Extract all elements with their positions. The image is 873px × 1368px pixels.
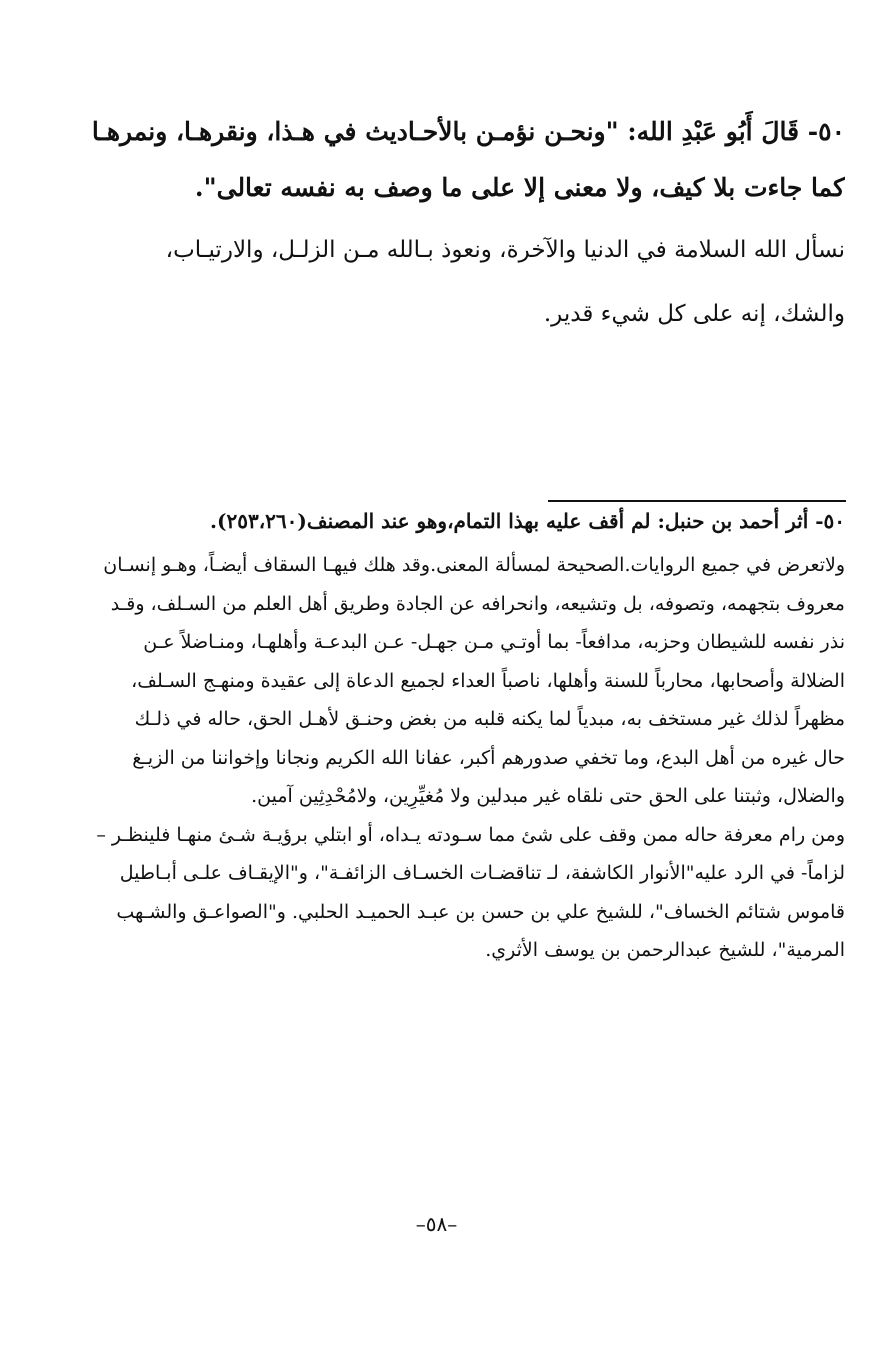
main-supplication-line: والشك، إنه على كل شيء قدير. — [543, 301, 845, 327]
page-number: –٥٨– — [415, 1212, 458, 1236]
footnote-line: قاموس شتائم الخساف"، للشيخ علي بن حسن بن عبـد الحميـد الحلبي. و"الصواعـق والشـهب — [116, 900, 845, 923]
footnote — [0, 496, 845, 970]
footnote-line: لزاماً- في الرد عليه"الأنوار الكاشفة، لـ تناقضـات الخسـاف الزائفـة"، و"الإيقـاف علـى أبـاطيل — [119, 862, 845, 884]
footnote-line: ومن رام معرفة حاله ممن وقف على شئ مما سـودته يـداه، أو ابتلي برؤيـة شـئ منهـا فلينظـر – — [96, 823, 845, 846]
footnote-line: والضلال، وثبتنا على الحق حتى نلقاه غير مبدلين ولا مُغيِّرِين، ولامُحْدِثِين آمين. — [251, 785, 845, 807]
footnote-line: نذر نفسه للشيطان وحزبه، مدافعاً- بما أوتـي مـن جهـل- عـن البدعـة وأهلهـا، ومنـاضلاً عـن — [143, 631, 845, 653]
footnote-line: ولاتعرض في جميع الروايات.الصحيحة لمسألة المعنى.وقد هلك فيهـا السقاف أيضـاً، وهـو إنسـان — [103, 554, 845, 576]
footnote-line: المرمية"، للشيخ عبدالرحمن بن يوسف الأثري. — [485, 939, 845, 961]
main-supplication-line: نسأل الله السلامة في الدنيا والآخرة، ونعوذ بـالله مـن الزلـل، والارتيـاب، — [165, 237, 845, 263]
footnote-heading: ٥٠- أثر أحمد بن حنبل: لم أقف عليه بهذا التمام،وهو عند المصنف(٢٥٣،٢٦٠). — [210, 509, 845, 533]
footnote-line: حال غيره من أهل البدع، وما تخفي صدورهم أكبر، عفانا الله الكريم ونجانا وإخواننا من الزيـغ — [132, 746, 845, 769]
footnote-line: مظهراً لذلك غير مستخف به، مبدياً لما يكنه قلبه من بغض وحنـق لأهـل الحق، حاله في ذلـك — [134, 708, 845, 730]
footnote-line: الضلالة وأصحابها، محارباً للسنة وأهلها، ناصباً العداء لجميع الدعاة إلى عقيدة ومنهـج السـلف، — [131, 669, 845, 692]
main-text — [65, 104, 845, 344]
footnote-line: معروف بتجهمه، وتصوفه، بل وتشيعه، وانحرافه عن الجادة وطريق أهل العلم من السـلف، وقـد — [110, 592, 845, 615]
main-quote-line: كما جاءت بلا كيف، ولا معنى إلا على ما وصف به نفسه تعالى". — [194, 173, 845, 202]
main-quote-line: ٥٠- قَالَ أَبُو عَبْدِ الله: "ونحـن نؤمـن بالأحـاديث في هـذا، ونقرهـا، ونمرهـا — [91, 117, 845, 146]
